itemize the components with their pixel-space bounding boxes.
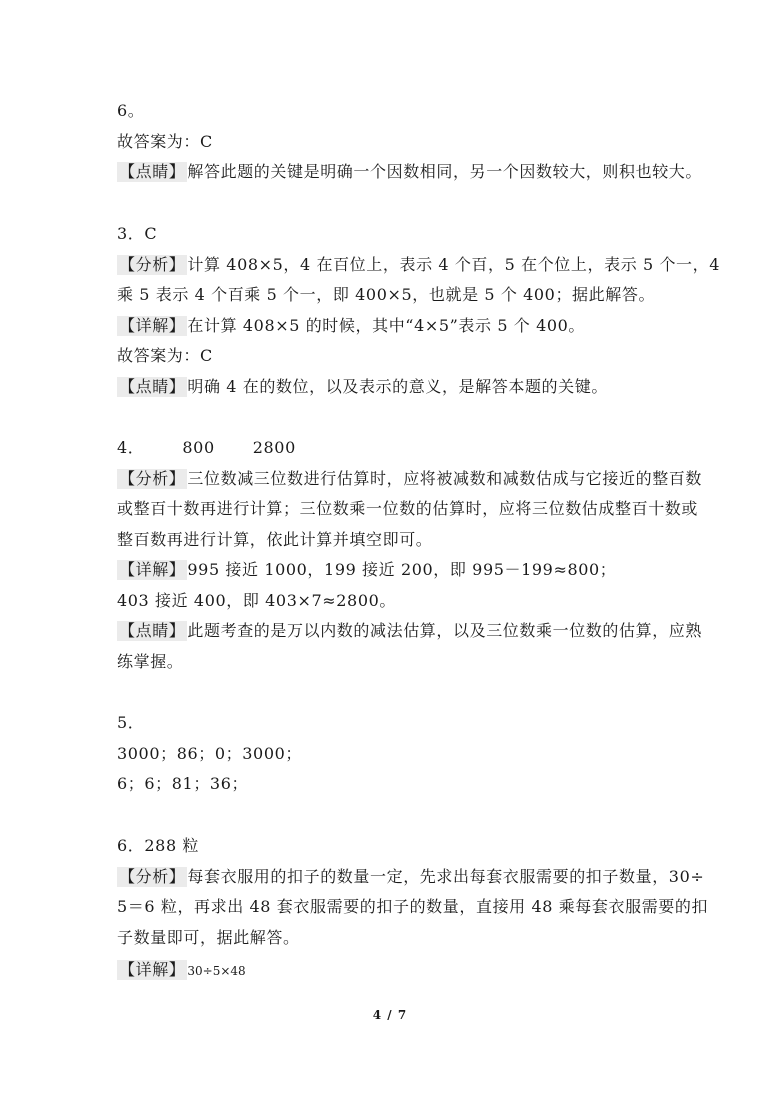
page-indicator: 4 / 7 [372,1008,408,1022]
q3-comment [117,377,608,397]
q4-analysis-line-3: 整百数再进行计算，依此计算并填空即可。 [117,530,433,549]
q3-comment-text: 明确 4 在的数位，以及表示的意义，是解答本题的关键。 [187,377,608,396]
q5-heading: 5． [117,713,145,732]
q3-analysis-line-2: 乘 5 表示 4 个百乘 5 个一，即 400×5，也就是 5 个 400；据此解答。 [117,285,656,304]
q3-analysis-text-1: 计算 408×5，4 在百位上，表示 4 个百，5 在个位上，表示 5 个一，4 [187,255,721,274]
q6-detail-formula: 30÷5×48 [187,964,246,978]
q4-comment-text-1: 此题考查的是万以内数的减法估算，以及三位数乘一位数的估算，应熟 [187,621,703,640]
comment-tag: 【点睛】 [119,162,186,181]
q2-tail-text: 6。 [117,101,145,120]
q3-detail-text: 在计算 408×5 的时候，其中“4×5”表示 5 个 400。 [187,316,586,335]
q5-row-2: 6；6；81；36； [117,774,249,793]
q4-detail-line-1 [117,560,616,580]
q2-comment-text: 解答此题的关键是明确一个因数相同，另一个因数较大，则积也较大。 [187,162,703,181]
q4-detail-text-1: 995 接近 1000，199 接近 200，即 995－199≈800； [187,560,617,579]
analysis-tag: 【分析】 [119,255,186,274]
q4-analysis-text-1: 三位数减三位数进行估算时，应将被减数和减数估成与它接近的整百数 [187,469,703,488]
q2-comment [117,162,702,182]
q4-blank-2: 2800 [252,438,296,457]
q5-row-1: 3000；86；0；3000； [117,744,302,763]
q6-analysis-line-1 [117,867,704,887]
detail-tag: 【详解】 [119,560,186,579]
q6-analysis-line-2: 5＝6 粒，再求出 48 套衣服需要的扣子的数量，直接用 48 乘每套衣服需要的扣 [117,897,709,916]
q6-analysis-line-3: 子数量即可，据此解答。 [117,928,300,947]
q3-detail [117,316,585,336]
q3-answer: 故答案为：C [117,346,213,365]
q6-analysis-text-1: 每套衣服用的扣子的数量一定，先求出每套衣服需要的扣子数量，30÷ [187,867,705,886]
q3-heading: 3．C [117,224,158,243]
analysis-tag: 【分析】 [119,469,186,488]
q4-blank-1: 800 [182,438,215,457]
q4-analysis-line-1 [117,469,702,489]
q4-comment-line-1 [117,621,702,641]
q3-analysis-line-1 [117,255,720,275]
q4-detail-line-2: 403 接近 400，即 403×7≈2800。 [117,591,396,610]
q6-heading: 6．288 粒 [117,836,200,855]
comment-tag: 【点睛】 [119,377,186,396]
detail-tag: 【详解】 [119,316,186,335]
analysis-tag: 【分析】 [119,867,186,886]
q2-answer: 故答案为：C [117,132,213,151]
q4-heading [117,438,296,458]
q4-comment-line-2: 练掌握。 [117,652,184,671]
q6-detail [117,960,246,981]
q4-analysis-line-2: 或整百十数再进行计算；三位数乘一位数的估算时，应将三位数估成整百十数或 [117,499,699,518]
comment-tag: 【点睛】 [119,621,186,640]
detail-tag: 【详解】 [119,960,186,979]
q4-number: 4． [117,438,145,457]
